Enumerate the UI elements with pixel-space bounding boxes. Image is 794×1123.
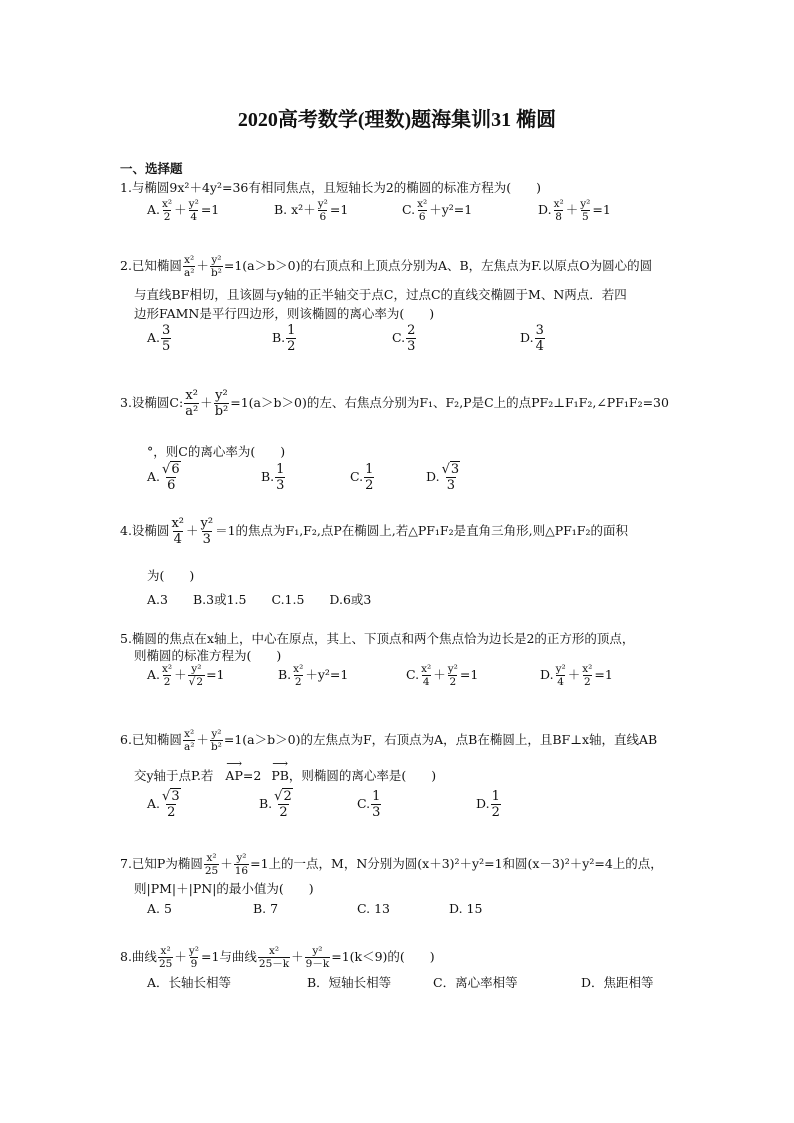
question-3-line-1: 3.设椭圆C: $\frac{\text{x²}}{\text{a²}}$ ＋ $\frac{\text{y²}}{\text{b²}}$ =1(a＞b＞0)的左、右焦点分别为F₁、F₂,P是C上的点PF₂⊥F₁F₂,∠PF₁F₂=30 [120,388,669,419]
question-2-option-c: C. $\frac{2}{3}$ [392,323,416,354]
question-8-option-b: B．短轴长相等 [307,975,392,990]
question-3-option-c: C. $\frac{1}{2}$ [350,462,374,493]
question-5-option-a: A. $\frac{\text{x²}}{2}$ ＋ $\frac{\text{y²}}{√2}$ =1 [147,663,225,688]
question-1-stem: 1.与椭圆9x²＋4y²=36有相同焦点，且短轴长为2的椭圆的标准方程为( ) [120,180,542,195]
question-6-option-b: B. $\frac{√2}{2}$ [259,789,292,820]
question-6-line-2: 交y轴于点P.若⟶ AP=2⟶ PB，则椭圆的离心率是( ) [134,760,436,786]
question-8-option-d: D．焦距相等 [581,975,654,990]
question-6-line-1: 6.已知椭圆 $\frac{\text{x²}}{\text{a²}}$ ＋ $\frac{\text{y²}}{\text{b²}}$ =1(a＞b＞0)的左焦点为F，右顶点为A，点B在椭圆上，且BF⊥x轴，直线AB [120,728,658,753]
question-1-option-c: C. $\frac{\text{x²}}{6}$ ＋y²=1 [402,198,473,223]
question-6-option-c: C. $\frac{1}{3}$ [357,789,381,820]
question-7-option-b: B. 7 [253,901,279,916]
question-2-option-a: A. $\frac{3}{5}$ [147,323,171,354]
question-8-line-1: 8.曲线 $\frac{\text{x²}}{25}$ ＋ $\frac{\text{y²}}{9}$ =1与曲线 $\frac{\text{x²}}{25-k}$ ＋ $\frac{\text{y²}}{9-k}$ =1(k＜9)的( ) [120,945,435,970]
page-title: 2020高考数学(理数)题海集训31 椭圆 [237,109,557,131]
question-6-option-d: D. $\frac{1}{2}$ [476,789,500,820]
question-8-option-a: A．长轴长相等 [147,975,232,990]
question-7-option-c: C. 13 [357,901,390,916]
question-2-line-3: 边形FAMN是平行四边形，则该椭圆的离心率为( ) [134,306,435,321]
section-heading: 一、选择题 [120,161,183,176]
question-2-option-d: D. $\frac{3}{4}$ [520,323,544,354]
question-5-line-2: 则椭圆的标准方程为( ) [134,648,282,663]
question-7-line-1: 7.已知P为椭圆 $\frac{\text{x²}}{25}$ ＋ $\frac{\text{y²}}{16}$ =1上的一点，M，N分别为圆(x＋3)²＋y²=1和圆(x－3)²＋y²=4上的点， [120,852,663,877]
question-3-line-2: °，则C的离心率为( ) [147,444,286,459]
question-5-option-c: C. $\frac{\text{x²}}{4}$ ＋ $\frac{\text{y²}}{2}$ =1 [406,663,479,688]
question-3-option-a: A. $\frac{√6}{6}$ [147,462,180,493]
question-7-line-2: 则|PM|＋|PN|的最小值为( ) [134,881,314,896]
question-4-options: A.3 B.3或1.5 C.1.5 D.6或3 [147,592,372,607]
question-4-line-1: 4.设椭圆 $\frac{\text{x²}}{4}$ ＋ $\frac{\text{y²}}{3}$ ＝1的焦点为F₁,F₂,点P在椭圆上,若△PF₁F₂是直角三角形,则△PF₁F₂的面积 [120,516,628,547]
question-3-option-d: D. $\frac{√3}{3}$ [426,462,460,493]
question-5-option-d: D. $\frac{\text{y²}}{4}$ ＋ $\frac{\text{x²}}{2}$ =1 [540,663,613,688]
question-6-option-a: A. $\frac{√3}{2}$ [147,789,180,820]
question-1-option-b: B. x²＋ $\frac{\text{y²}}{6}$ =1 [274,198,349,223]
question-2-option-b: B. $\frac{1}{2}$ [272,323,296,354]
question-5-option-b: B. $\frac{\text{x²}}{2}$ ＋y²=1 [278,663,349,688]
question-2-line-1: 2.已知椭圆 $\frac{\text{x²}}{\text{a²}}$ ＋ $\frac{\text{y²}}{\text{b²}}$ =1(a＞b＞0)的右顶点和上顶点分别为A、B，左焦点为F.以原点O为圆心的圆 [120,254,653,279]
question-4-line-2: 为( ) [147,568,195,583]
question-8-option-c: C．离心率相等 [433,975,518,990]
question-3-option-b: B. $\frac{1}{3}$ [261,462,285,493]
question-5-line-1: 5.椭圆的焦点在x轴上，中心在原点，其上、下顶点和两个焦点恰为边长是2的正方形的顶点， [120,631,635,646]
question-7-option-d: D. 15 [449,901,483,916]
question-7-option-a: A. 5 [147,901,172,916]
question-1-option-a: A. $\frac{\text{x²}}{2}$ ＋ $\frac{\text{y²}}{4}$ =1 [147,198,220,223]
question-1-option-d: D. $\frac{\text{x²}}{8}$ ＋ $\frac{\text{y²}}{5}$ =1 [538,198,611,223]
question-2-line-2: 与直线BF相切，且该圆与y轴的正半轴交于点C，过点C的直线交椭圆于M、N两点．若四 [134,287,627,302]
